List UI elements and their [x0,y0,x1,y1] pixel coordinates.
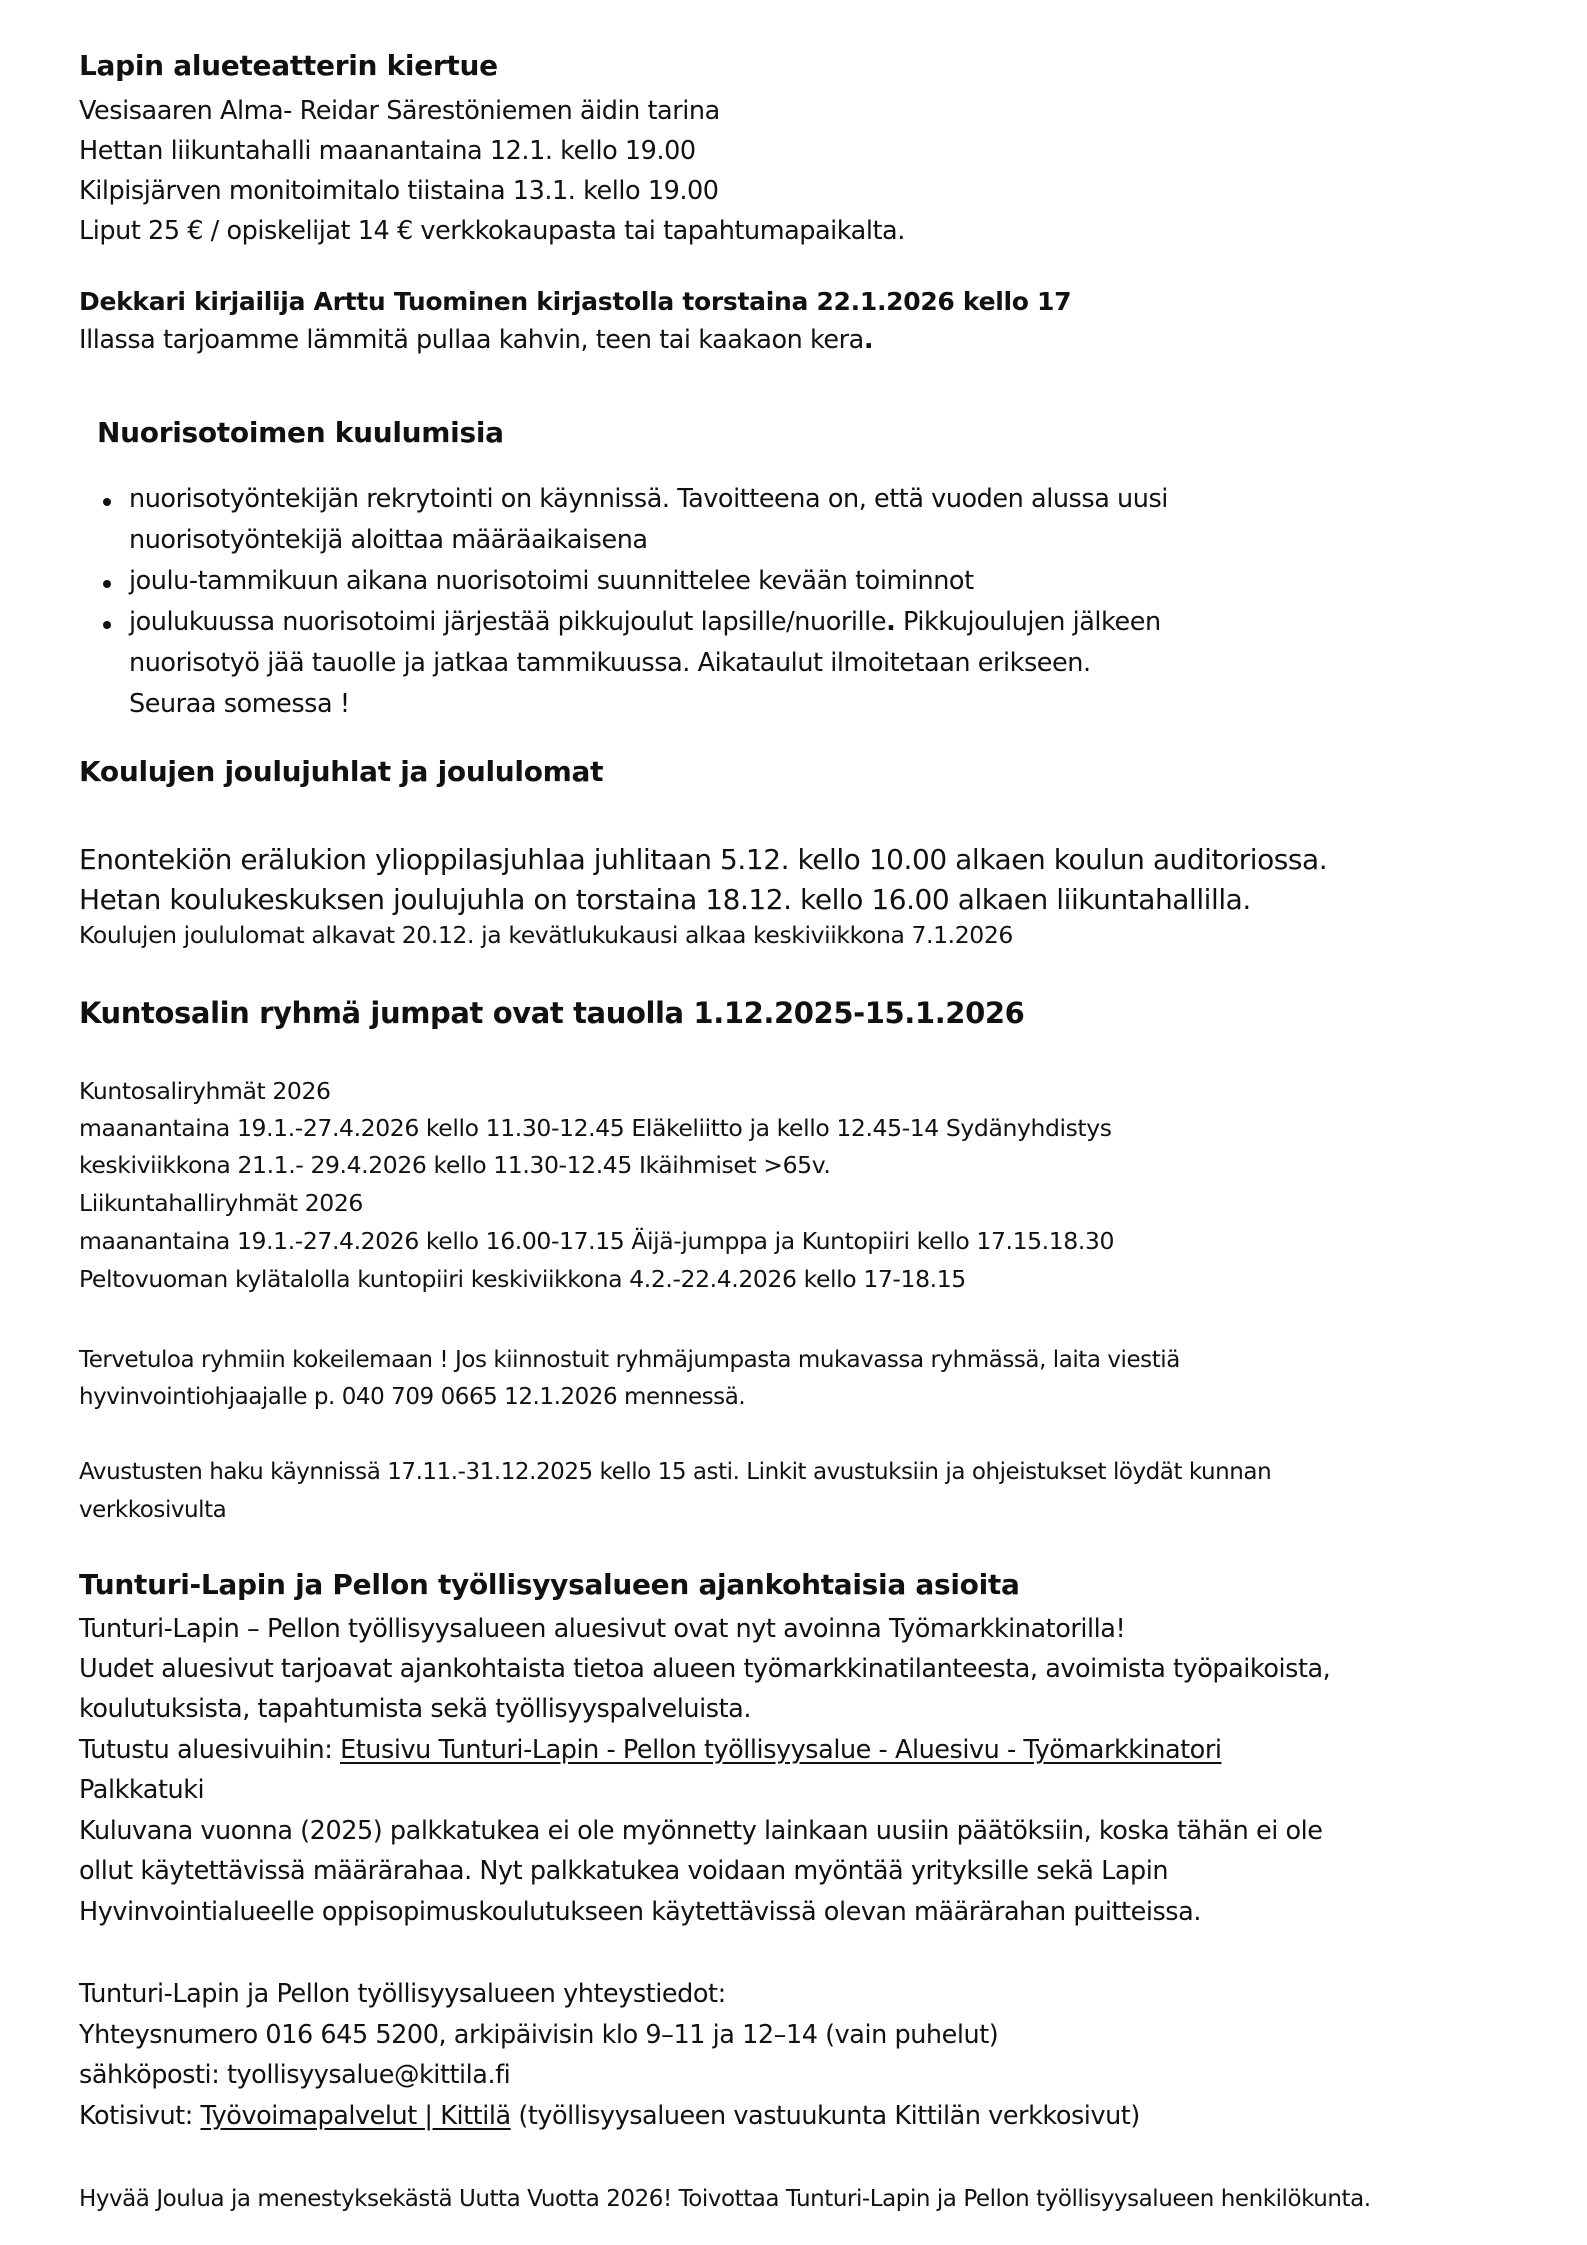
youth-item-3-line [129,607,1161,637]
gym-heading: Kuntosalin ryhmä jumpat ovat tauolla 1.12.2025-15.1.2026 [79,996,1025,1030]
bullet-icon [103,621,111,629]
gym-schedule-line: Kuntosaliryhmät 2026 [79,1077,331,1105]
kittila-homepage-link[interactable]: Työvoimapalvelut | Kittilä [200,2101,511,2131]
author-event-heading: Dekkari kirjailija Arttu Tuominen kirjastolla torstaina 22.1.2026 kello 17 [79,287,1072,316]
youth-item-2-line: joulu-tammikuun aikana nuorisotoimi suunnittelee kevään toiminnot [129,566,974,596]
contact-email: sähköposti: tyollisyysalue@kittila.fi [79,2060,511,2090]
schools-line: Hetan koulukeskuksen joulujuhla on torstaina 18.12. kello 16.00 alkaen liikuntahallilla. [79,883,1251,916]
employment-line: Tunturi-Lapin – Pellon työllisyysalueen aluesivut ovat nyt avoinna Työmarkkinatorilla! [79,1614,1126,1644]
bullet-icon [103,580,111,588]
wage-subsidy-line: Kuluvana vuonna (2025) palkkatukea ei ole myönnetty lainkaan uusiin päätöksiin, koska tähän ei ole [79,1816,1323,1846]
gym-welcome-line: Tervetuloa ryhmiin kokeilemaan ! Jos kiinnostuit ryhmäjumpasta mukavassa ryhmässä, laita viestiä [79,1347,1180,1373]
youth-item-1-line: nuorisotyöntekijä aloittaa määräaikaisena [129,525,648,555]
youth-item-3-line: nuorisotyö jää tauolle ja jatkaa tammikuussa. Aikataulut ilmoitetaan erikseen. [129,648,1091,678]
wage-subsidy-line: ollut käytettävissä määrärahaa. Nyt palkkatukea voidaan myöntää yrityksille sekä Lapin [79,1856,1169,1886]
grants-line: verkkosivulta [79,1497,227,1523]
contact-homepage-line [79,2101,1140,2131]
youth-item-3-line: Seuraa somessa ! [129,689,350,719]
theatre-line: Liput 25 € / opiskelijat 14 € verkkokaupasta tai tapahtumapaikalta. [79,216,905,246]
youth-heading: Nuorisotoimen kuulumisia [97,416,504,449]
employment-heading: Tunturi-Lapin ja Pellon työllisyysalueen ajankohtaisia asioita [79,1568,1020,1601]
homepage-suffix: (työllisyysalueen vastuukunta Kittilän verkkosivut) [510,2101,1140,2131]
employment-link-prefix: Tutustu aluesivuihin: [79,1735,341,1765]
contact-phone: Yhteysnumero 016 645 5200, arkipäivisin klo 9–11 ja 12–14 (vain puhelut) [79,2020,999,2050]
grants-line: Avustusten haku käynnissä 17.11.-31.12.2025 kello 15 asti. Linkit avustuksiin ja ohjeistukset löydät kunnan [79,1459,1272,1485]
tyomarkkinatori-link[interactable]: Etusivu Tunturi-Lapin - Pellon työllisyysalue - Aluesivu - Työmarkkinatori [340,1735,1222,1765]
schools-holiday-line: Koulujen joululomat alkavat 20.12. ja kevätlukukausi alkaa keskiviikkona 7.1.2026 [79,921,1013,949]
closing-greeting: Hyvää Joulua ja menestyksekästä Uutta Vuotta 2026! Toivottaa Tunturi-Lapin ja Pellon työllisyysalueen henkilökunta. [79,2186,1371,2212]
gym-schedule-line: Peltovuoman kylätalolla kuntopiiri keskiviikkona 4.2.-22.4.2026 kello 17-18.15 [79,1265,966,1293]
gym-schedule-line: Liikuntahalliryhmät 2026 [79,1189,363,1217]
schools-heading: Koulujen joulujuhlat ja joululomat [79,755,604,788]
author-event-text-main: Illassa tarjoamme lämmitä pullaa kahvin, teen tai kaakaon kera [79,325,864,355]
youth-item-3-text: joulukuussa nuorisotoimi järjestää pikkujoulut lapsille/nuorille [129,607,887,637]
employment-line: koulutuksista, tapahtumista sekä työllisyyspalveluista. [79,1694,751,1724]
wage-subsidy-heading: Palkkatuki [79,1775,205,1805]
employment-line: Uudet aluesivut tarjoavat ajankohtaista tietoa alueen työmarkkinatilanteesta, avoimista työpaikoista, [79,1654,1331,1684]
bullet-icon [103,498,111,506]
youth-item-3-text-cont: Pikkujoulujen jälkeen [895,607,1161,637]
employment-link-line [79,1735,1222,1765]
author-event-text-end: . [863,325,874,355]
theatre-heading: Lapin alueteatterin kiertue [79,49,498,82]
theatre-line: Hettan liikuntahalli maanantaina 12.1. kello 19.00 [79,136,696,166]
gym-schedule-line: keskiviikkona 21.1.- 29.4.2026 kello 11.30-12.45 Ikäihmiset >65v. [79,1151,831,1179]
theatre-line: Vesisaaren Alma- Reidar Särestöniemen äidin tarina [79,96,720,126]
wage-subsidy-line: Hyvinvointialueelle oppisopimuskoulutukseen käytettävissä olevan määrärahan puitteissa. [79,1897,1201,1927]
schools-line: Enontekiön erälukion ylioppilasjuhlaa juhlitaan 5.12. kello 10.00 alkaen koulun auditoriossa. [79,843,1328,876]
theatre-line: Kilpisjärven monitoimitalo tiistaina 13.1. kello 19.00 [79,176,719,206]
youth-item-3-bold-period: . [886,607,896,637]
homepage-prefix: Kotisivut: [79,2101,201,2131]
youth-item-1-line: nuorisotyöntekijän rekrytointi on käynnissä. Tavoitteena on, että vuoden alussa uusi [129,484,1168,514]
author-event-text [79,325,874,355]
contact-heading: Tunturi-Lapin ja Pellon työllisyysalueen yhteystiedot: [79,1979,726,2009]
gym-schedule-line: maanantaina 19.1.-27.4.2026 kello 11.30-12.45 Eläkeliitto ja kello 12.45-14 Sydänyhdistys [79,1114,1112,1142]
gym-schedule-line: maanantaina 19.1.-27.4.2026 kello 16.00-17.15 Äijä-jumppa ja Kuntopiiri kello 17.15.18.30 [79,1227,1115,1255]
gym-welcome-line: hyvinvointiohjaajalle p. 040 709 0665 12.1.2026 mennessä. [79,1384,746,1410]
